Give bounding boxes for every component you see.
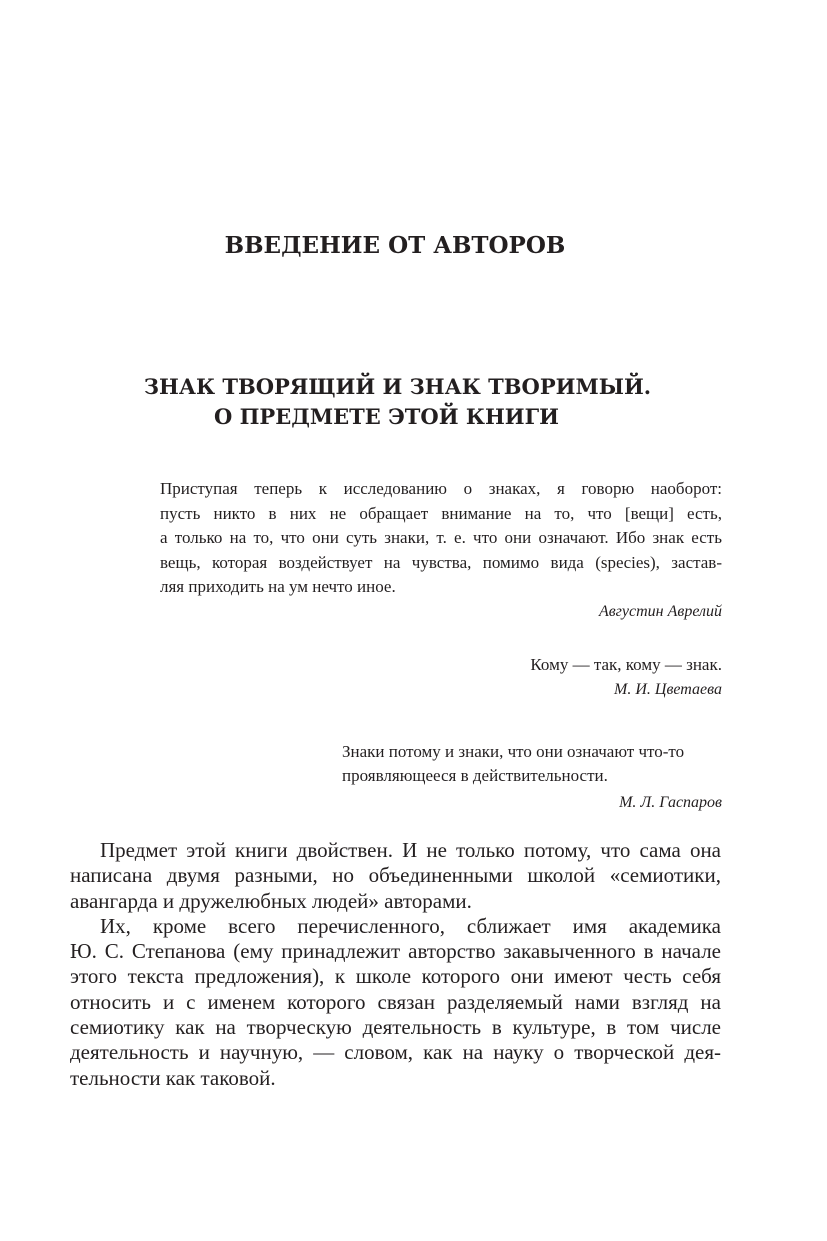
epigraph-line: проявляющееся в действительности. [342,766,608,785]
body-line: семиотику как на творческую деятельность в культуре, в том числе [70,1015,721,1040]
epigraph-gasparov [342,740,722,815]
body-line: деятельность и научную, — словом, как на науку о творческой дея- [70,1040,721,1065]
epigraph-author: Августин Аврелий [598,602,722,620]
section-title-line: ЗНАК ТВОРЯЩИЙ И ЗНАК ТВОРИМЫЙ. [143,374,652,399]
body-line: этого текста предложения), к школе которого они имеют честь себя [70,964,721,989]
body-line: Предмет этой книги двойствен. И не только потому, что сама она [100,838,721,862]
epigraph-line: вещь, которая воздействует на чувства, помимо вида (species), застав- [160,552,722,572]
epigraph-tsvetaeva [160,652,722,702]
epigraph-line: пусть никто в них не обращает внимание на то, что [вещи] есть, [160,503,722,523]
epigraph-author: М. И. Цветаева [614,681,722,698]
epigraph-author: М. Л. Гаспаров [619,794,722,811]
epigraph-line: Приступая теперь к исследованию о знаках, я говорю наоборот: [160,479,722,498]
epigraph-augustine [160,477,722,624]
body-line: авангарда и дружелюбных людей» авторами. [70,888,472,913]
epigraph-line: Знаки потому и знаки, что они означают что-то [342,742,685,761]
body-line: относить и с именем которого связан разделяемый нами взгляд на [70,989,721,1014]
section-title [0,372,795,432]
body-line: тельности как таковой. [70,1065,276,1090]
body-line: написана двумя разными, но объединенными школой «семиотики, [70,863,721,888]
epigraph-line: ляя приходить на ум нечто иное. [160,577,396,596]
body-line: Их, кроме всего перечисленного, сближает имя академика [100,913,721,938]
body-line: Ю. С. Степанова (ему принадлежит авторство закавыченного в начале [70,939,721,964]
section-title-line: О ПРЕДМЕТЕ ЭТОЙ КНИГИ [213,404,559,429]
chapter-title: ВВЕДЕНИЕ ОТ АВТОРОВ [224,232,566,259]
epigraph-line: а только на то, что они суть знаки, т. е. что они означают. Ибо знак есть [160,528,722,547]
epigraph-line: Кому — так, кому — знак. [530,655,722,674]
body-text [70,838,721,1091]
